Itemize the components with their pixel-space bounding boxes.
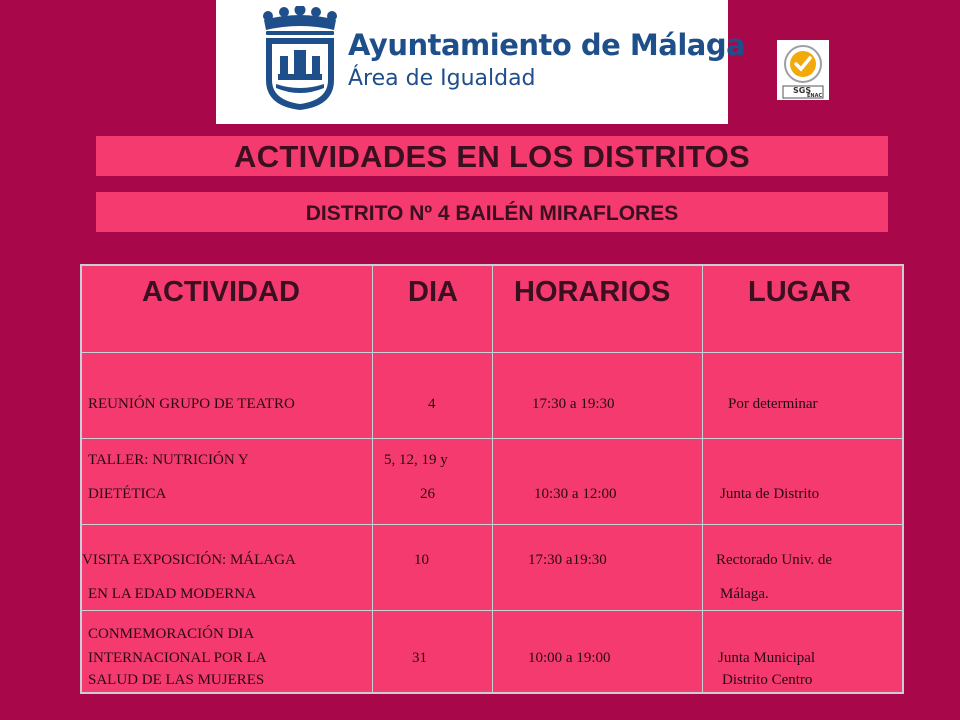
place-cell: Por determinar xyxy=(728,396,818,412)
activity-cell: REUNIÓN GRUPO DE TEATRO xyxy=(88,396,295,412)
time-cell: 17:30 a19:30 xyxy=(528,552,607,568)
place-cell: Junta Municipal xyxy=(718,650,816,666)
certification-badge xyxy=(777,40,829,100)
district-subtitle: DISTRITO Nº 4 BAILÉN MIRAFLORES xyxy=(96,192,888,232)
place-cell: Junta de Distrito xyxy=(720,486,820,502)
place-cell: Distrito Centro xyxy=(722,672,813,688)
time-cell: 10:30 a 12:00 xyxy=(534,486,617,502)
activity-cell: DIETÉTICA xyxy=(88,486,167,502)
row-divider xyxy=(82,438,902,439)
column-divider xyxy=(702,266,703,692)
org-name: Ayuntamiento de Málaga xyxy=(348,28,746,62)
activity-cell: SALUD DE LAS MUJERES xyxy=(88,672,265,688)
day-cell: 26 xyxy=(420,486,435,502)
column-divider xyxy=(492,266,493,692)
column-header-horarios: HORARIOS xyxy=(514,276,671,308)
row-divider xyxy=(82,610,902,611)
malaga-crest-icon xyxy=(260,6,340,112)
activity-cell: VISITA EXPOSICIÓN: MÁLAGA xyxy=(82,552,296,568)
day-cell: 5, 12, 19 y xyxy=(384,452,448,468)
cert-brand: SGS xyxy=(793,86,812,95)
place-cell: Málaga. xyxy=(720,586,769,602)
column-header-dia: DIA xyxy=(408,276,458,308)
activity-cell: INTERNACIONAL POR LA xyxy=(88,650,267,666)
row-divider xyxy=(82,352,902,353)
row-divider xyxy=(82,524,902,525)
time-cell: 10:00 a 19:00 xyxy=(528,650,611,666)
cert-accreditation: ENAC xyxy=(807,93,823,99)
activity-cell: EN LA EDAD MODERNA xyxy=(88,586,256,602)
time-cell: 17:30 a 19:30 xyxy=(532,396,615,412)
org-area: Área de Igualdad xyxy=(348,66,536,91)
activity-cell: CONMEMORACIÓN DIA xyxy=(88,626,255,642)
column-header-actividad: ACTIVIDAD xyxy=(142,276,300,308)
logo-header xyxy=(216,0,746,124)
day-cell: 10 xyxy=(414,552,429,568)
page-title: ACTIVIDADES EN LOS DISTRITOS xyxy=(96,136,888,176)
column-header-lugar: LUGAR xyxy=(748,276,852,308)
place-cell: Rectorado Univ. de xyxy=(716,552,833,568)
day-cell: 4 xyxy=(428,396,436,412)
activity-cell: TALLER: NUTRICIÓN Y xyxy=(88,452,249,468)
activities-table xyxy=(80,264,904,694)
column-divider xyxy=(372,266,373,692)
day-cell: 31 xyxy=(412,650,427,666)
